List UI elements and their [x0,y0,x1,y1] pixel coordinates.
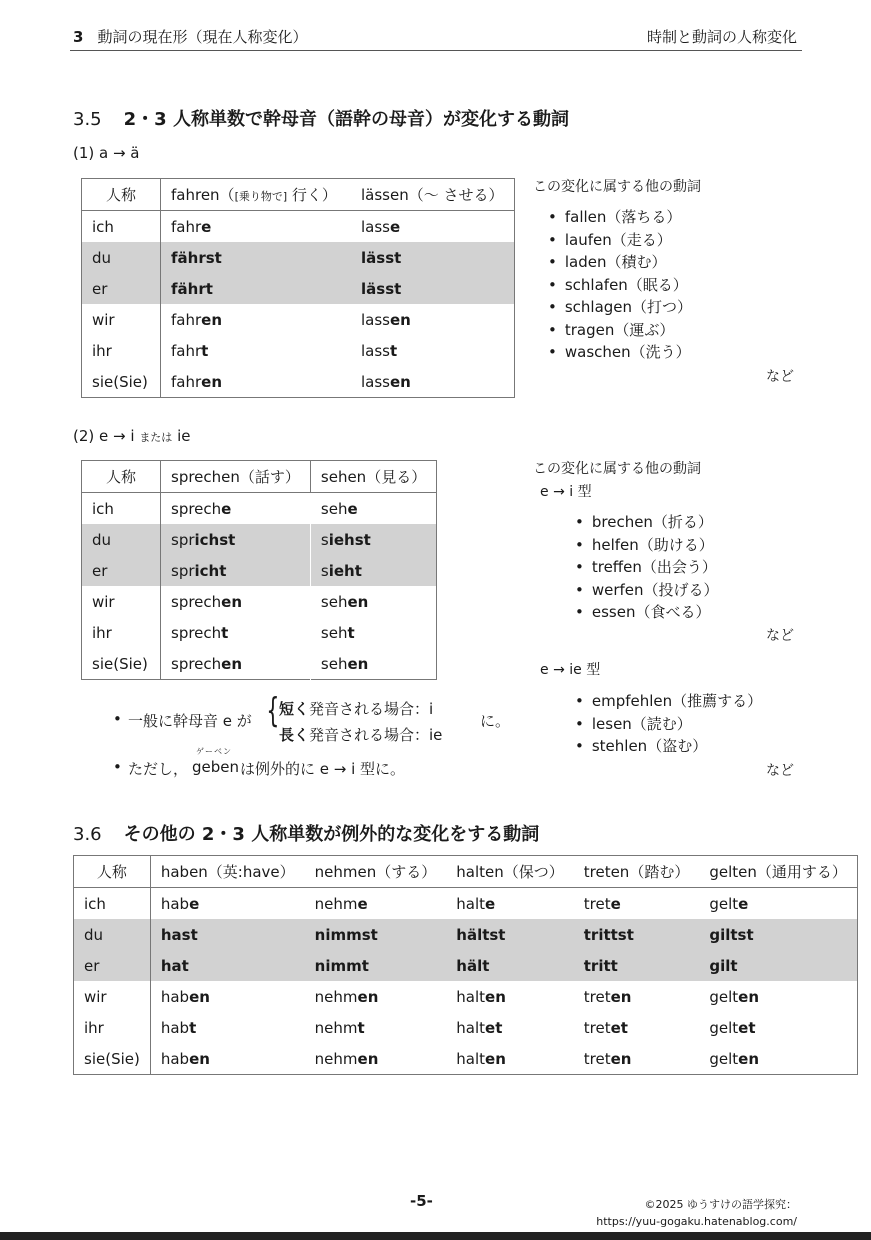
form-ending: e [189,894,200,913]
verb-form [446,1012,573,1043]
sehen-form [310,648,436,680]
form-stem: halt [456,987,486,1006]
form-stem: gelt [709,1018,739,1037]
sehen-form [310,555,436,586]
form-stem: lass [361,217,390,236]
form-stem: spr [171,530,195,549]
verb-form [305,888,447,920]
header-cell: 人称 [74,856,151,888]
form-ending: e [221,499,232,518]
form-stem: lass [361,310,390,329]
form-ending: t [390,341,398,360]
copyright: ©2025 ゆうすけの語学探究： [644,1198,797,1211]
verb-form [150,950,304,981]
page-bottom-edge [0,1232,871,1240]
table-row [82,366,515,398]
form-ending: nimmt [314,956,369,975]
table-row [82,304,515,335]
lassen-form [351,366,514,398]
verb-form [574,888,700,920]
person-cell: sie(Sie) [74,1043,151,1075]
related-verbs-list-e-ie [575,690,762,758]
form-stem: hab [160,1049,190,1068]
note-1-lead: 一般に幹母音 e が [128,712,252,730]
lassen-form [351,211,514,243]
type-e-ie-label: e → ie 型 [540,662,601,678]
type-e-i-label: e → i 型 [540,484,592,500]
subsection-2-ie: ie [177,427,191,445]
header-cell: nehmen（する） [305,856,447,888]
note-1-tail: に。 [480,712,511,730]
form-stem: nehm [314,1049,358,1068]
form-stem: hab [160,894,190,913]
table-row [82,273,515,304]
person-cell: ich [74,888,151,920]
verb-form [699,1043,857,1075]
person-cell: wir [82,304,161,335]
verb-form [150,919,304,950]
form-ending: en [201,310,223,329]
form-ending: en [221,592,243,611]
form-ending: en [390,310,411,329]
form-ending: t [357,1018,365,1037]
person-cell: du [82,524,161,555]
form-ending: tritt [583,956,618,975]
header-cell: gelten（通用する） [699,856,857,888]
form-stem: fahr [171,217,202,236]
table-header-row [82,179,515,211]
form-ending: en [357,1049,379,1068]
lassen-form [351,304,514,335]
note-1-short [279,698,433,719]
note-bullet-2: • [113,758,122,776]
conjugation-table-e-i [81,460,437,680]
table-row [74,1043,858,1075]
verb-form [305,981,447,1012]
note-2-lead: ただし， [128,760,189,778]
form-ending: en [347,654,369,673]
verb-form [305,1043,447,1075]
form-stem: s [320,561,329,580]
fahren-form [161,273,352,304]
section-number: 3.5 [73,109,102,130]
long-rest: 発音される場合：ie [309,726,443,744]
list-item: • essen（食べる） [575,601,719,624]
form-stem: lass [361,341,390,360]
fahren-form [161,366,352,398]
note-bullet-1: • [113,710,122,728]
list-item: • werfen（投げる） [575,579,719,602]
verb-form [446,888,573,920]
form-ending: ieht [328,561,362,580]
form-ending: en [357,987,379,1006]
form-ending: en [485,987,506,1006]
verb-form [150,981,304,1012]
verb-form [446,1043,573,1075]
verb-form [574,950,700,981]
person-cell: sie(Sie) [82,648,161,680]
table-row [82,648,437,680]
form-ending: et [485,1018,503,1037]
related-verbs-list-a [548,206,692,364]
form-stem: hab [160,987,190,1006]
person-cell: ich [82,493,161,525]
form-stem: seh [320,592,348,611]
form-ending: e [610,894,621,913]
form-stem: fahr [171,341,202,360]
form-stem: gelt [709,894,739,913]
side-list-title: この変化に属する他の動詞 [533,179,701,195]
form-stem: nehm [314,987,358,1006]
list-item: • laufen（走る） [548,229,692,252]
sprechen-form [161,617,311,648]
header-person: 人称 [82,179,161,211]
verb-form [446,981,573,1012]
note-1-long [279,724,442,745]
form-stem: seh [320,654,348,673]
note-2-geben: geben [192,758,240,776]
person-cell: ihr [82,617,161,648]
conjugation-table-a-umlaut [81,178,515,398]
header-fahren-meaning: 行く） [287,186,337,204]
form-stem: nehm [314,1018,358,1037]
form-ending: hat [160,956,189,975]
etc-label: など [766,369,794,385]
note-2-tail: は例外的に e → i 型に。 [240,760,406,778]
form-ending: gilt [709,956,738,975]
table-row [74,981,858,1012]
header-rule [70,50,802,51]
sprechen-form [161,524,311,555]
form-ending: en [347,592,369,611]
verb-form [305,919,447,950]
header-fahren-word: fahren（ [171,186,235,204]
person-cell: ihr [74,1012,151,1043]
table-row [74,950,858,981]
side-list-title-2: この変化に属する他の動詞 [533,461,701,477]
form-stem: sprech [171,499,222,518]
form-stem: tret [583,894,611,913]
form-ending: t [189,1018,197,1037]
form-ending: fährt [171,279,213,298]
verb-form [699,888,857,920]
section-3-6-heading [73,820,539,846]
form-ending: t [201,341,209,360]
sehen-form [310,524,436,555]
form-ending: fährst [171,248,222,267]
table-row [82,211,515,243]
person-cell: du [82,242,161,273]
header-cell: halten（保つ） [446,856,573,888]
form-ending: t [221,623,229,642]
section-title: 2・3 人称単数で幹母音（語幹の母音）が変化する動詞 [123,109,569,130]
form-ending: en [738,987,759,1006]
header-sprechen: sprechen（話す） [161,461,311,493]
header-person: 人称 [82,461,161,493]
verb-form [574,919,700,950]
verb-form [150,888,304,920]
sprechen-form [161,555,311,586]
form-ending: en [610,987,632,1006]
form-stem: tret [583,1049,611,1068]
form-ending: e [201,217,212,236]
form-ending: e [390,217,401,236]
header-sehen: sehen（見る） [310,461,436,493]
list-item: • lesen（読む） [575,713,762,736]
form-ending: nimmst [314,925,378,944]
section-3-5-heading [73,105,569,131]
table-row [82,493,437,525]
table-row [82,335,515,366]
header-fahren [161,179,352,211]
form-ending: en [189,1049,210,1068]
form-stem: tret [583,987,611,1006]
form-stem: gelt [709,1049,739,1068]
footer-credit [596,1196,797,1230]
form-ending: en [738,1049,759,1068]
form-stem: sprech [171,623,222,642]
form-stem: fahr [171,310,202,329]
person-cell: ich [82,211,161,243]
list-item: • schlafen（眠る） [548,274,692,297]
verb-form [446,950,573,981]
sprechen-form [161,586,311,617]
person-cell: sie(Sie) [82,366,161,398]
table-row [74,1012,858,1043]
related-verbs-list-e-i [575,511,719,624]
running-header-right: 時制と動詞の人称変化 [646,28,797,46]
verb-form [574,1043,700,1075]
subsection-2-main: (2) e → i [73,427,135,445]
person-cell: er [74,950,151,981]
header-fahren-note: [乗り物で] [234,190,288,203]
form-stem: hab [160,1018,190,1037]
verb-form [446,919,573,950]
lassen-form [351,242,514,273]
section-number: 3.6 [73,824,102,845]
chapter-title: 動詞の現在形（現在人称変化） [97,28,308,46]
form-ending: en [221,654,243,673]
table-header-row [82,461,437,493]
form-ending: en [201,372,223,391]
form-ending: lässt [361,248,402,267]
person-cell: ihr [82,335,161,366]
lassen-form [351,273,514,304]
form-stem: fahr [171,372,202,391]
chapter-number: 3 [73,28,84,46]
verb-form [699,950,857,981]
header-lassen: lässen（～ させる） [351,179,514,211]
header-cell: haben（英:have） [150,856,304,888]
form-stem: seh [320,623,348,642]
form-stem: nehm [314,894,358,913]
list-item: • helfen（助ける） [575,534,719,557]
form-stem: halt [456,894,486,913]
person-cell: wir [82,586,161,617]
person-cell: er [82,273,161,304]
short-rest: 発音される場合：i [309,700,434,718]
form-stem: tret [583,1018,611,1037]
verb-form [305,950,447,981]
form-ending: hältst [456,925,506,944]
list-item: • waschen（洗う） [548,341,692,364]
form-stem: sprech [171,654,222,673]
form-stem: halt [456,1018,486,1037]
form-ending: hast [160,925,198,944]
verb-form [699,919,857,950]
form-ending: trittst [583,925,634,944]
fahren-form [161,242,352,273]
header-cell: treten（踏む） [574,856,700,888]
form-ending: ichst [194,530,236,549]
list-item: • laden（積む） [548,251,692,274]
subsection-2-heading [73,427,191,445]
table-header-row [74,856,858,888]
table-row [74,888,858,920]
verb-form [574,1012,700,1043]
form-ending: en [485,1049,506,1068]
form-ending: e [357,894,368,913]
form-stem: spr [171,561,195,580]
lassen-form [351,335,514,366]
person-cell: er [82,555,161,586]
sprechen-form [161,493,311,525]
list-item: • schlagen（打つ） [548,296,692,319]
running-header-left [73,26,307,47]
list-item: • treffen（出会う） [575,556,719,579]
list-item: • empfehlen（推薦する） [575,690,762,713]
verb-form [150,1043,304,1075]
form-ending: hält [456,956,490,975]
form-stem: sprech [171,592,222,611]
person-cell: du [74,919,151,950]
table-row [74,919,858,950]
form-ending: giltst [709,925,754,944]
page-number: -5- [410,1192,433,1210]
form-stem: seh [320,499,348,518]
form-ending: en [610,1049,632,1068]
table-row [82,555,437,586]
form-ending: en [189,987,210,1006]
sehen-form [310,493,436,525]
fahren-form [161,211,352,243]
sehen-form [310,617,436,648]
form-ending: et [610,1018,628,1037]
sprechen-form [161,648,311,680]
table-row [82,242,515,273]
person-cell: wir [74,981,151,1012]
verb-form [699,1012,857,1043]
subsection-2-or: または [139,431,173,444]
form-stem: s [320,530,329,549]
form-ending: e [347,499,358,518]
long-bold: 長く [279,726,310,744]
fahren-form [161,304,352,335]
list-item: • fallen（落ちる） [548,206,692,229]
list-item: • brechen（折る） [575,511,719,534]
blog-url: https://yuu-gogaku.hatenablog.com/ [596,1215,797,1228]
verb-form [150,1012,304,1043]
brace-symbol: { [266,691,280,731]
short-bold: 短く [279,700,310,718]
table-row [82,586,437,617]
verb-form [305,1012,447,1043]
form-ending: icht [194,561,227,580]
subsection-1-heading: (1) a → ä [73,144,140,162]
form-ending: iehst [328,530,371,549]
sehen-form [310,586,436,617]
etc-label-3: など [766,763,794,779]
verb-form [574,981,700,1012]
list-item: • stehlen（盗む） [575,735,762,758]
form-ending: t [347,623,355,642]
form-ending: e [738,894,749,913]
table-row [82,617,437,648]
table-row [82,524,437,555]
geben-ruby: ゲーベン [196,747,232,756]
form-ending: lässt [361,279,402,298]
form-stem: halt [456,1049,486,1068]
form-ending: en [390,372,411,391]
conjugation-table-irregular [73,855,858,1075]
list-item: • tragen（運ぶ） [548,319,692,342]
verb-form [699,981,857,1012]
form-ending: et [738,1018,756,1037]
form-ending: e [485,894,496,913]
form-stem: gelt [709,987,739,1006]
etc-label-2: など [766,628,794,644]
fahren-form [161,335,352,366]
section-title: その他の 2・3 人称単数が例外的な変化をする動詞 [123,824,540,845]
form-stem: lass [361,372,390,391]
